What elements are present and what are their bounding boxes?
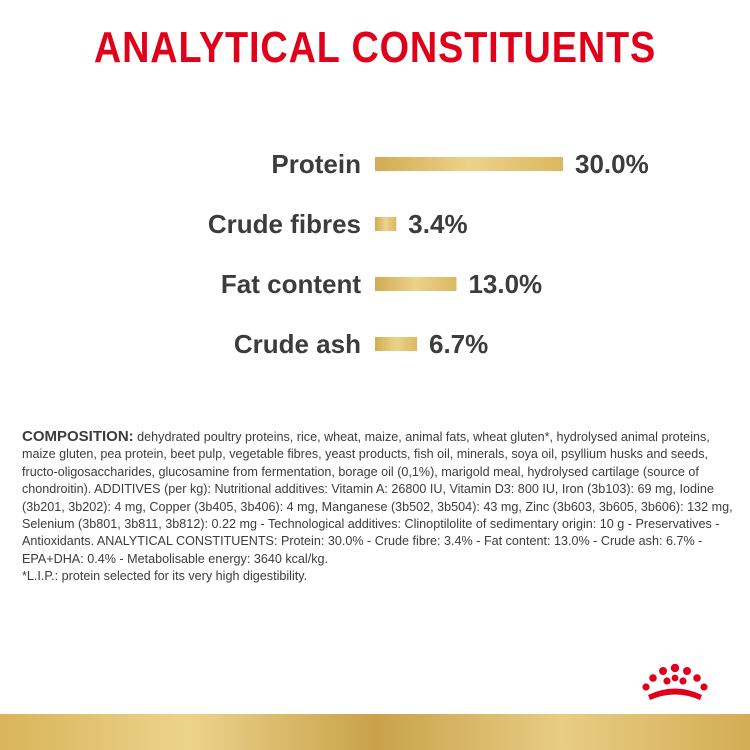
category-label: Crude fibres (207, 209, 361, 239)
value-label: 30.0% (575, 149, 649, 179)
composition-heading: COMPOSITION: (22, 428, 134, 445)
value-label: 13.0% (468, 269, 543, 299)
bar (375, 217, 396, 231)
value-label: 3.4% (408, 209, 468, 239)
composition-text: dehydrated poultry proteins, rice, wheat, maize, animal fats, wheat gluten*, hydrolysed animal proteins, maize gluten, pea protein, beet pulp, vegetable fibres, yeast products, fish oil, minerals, soya oil, psyllium husks and seeds, fructo-oligosaccharides, glucosamine from fermentation, borage oil (0,1%), marigold meal, hydrolysed cartilage (source of chondroitin). ADDITIVES (per kg): Nutritional additives: Vitamin A: 26800 IU, Vitamin D3: 800 IU, Iron (3b103): 69 mg, Iodine (3b201, 3b202): 4 mg, Copper (3b405, 3b406): 4 mg, Manganese (3b502, 3b504): 43 mg, Zinc (3b603, 3b605, 3b606): 132 mg, Selenium (3b801, 3b811, 3b812): 0.22 mg - Technological additives: Clinoptilolite of sedimentary origin: 10 g - Preservatives - Antioxidants. ANALYTICAL CONSTITUENTS: Protein: 30.0% - Crude fibre: 3.4% - Fat content: 13.0% - Crude ash: 6.7% - EPA+DHA: 0.4% - Metabolisable energy: 3640 kcal/kg. (22, 430, 733, 566)
category-label: Fat content (220, 269, 361, 299)
page-title: ANALYTICAL CONSTITUENTS (93, 23, 657, 72)
bar (375, 337, 417, 351)
category-label: Crude ash (233, 329, 361, 359)
crown-icon (640, 662, 710, 702)
value-label: 6.7% (428, 329, 489, 359)
constituents-chart (0, 130, 750, 370)
composition-block (22, 428, 734, 586)
bar (375, 277, 456, 291)
gold-footer-band (0, 714, 750, 750)
composition-footnote: *L.I.P.: protein selected for its very high digestibility. (22, 569, 308, 584)
category-label: Protein (271, 149, 361, 179)
bar (375, 157, 563, 171)
